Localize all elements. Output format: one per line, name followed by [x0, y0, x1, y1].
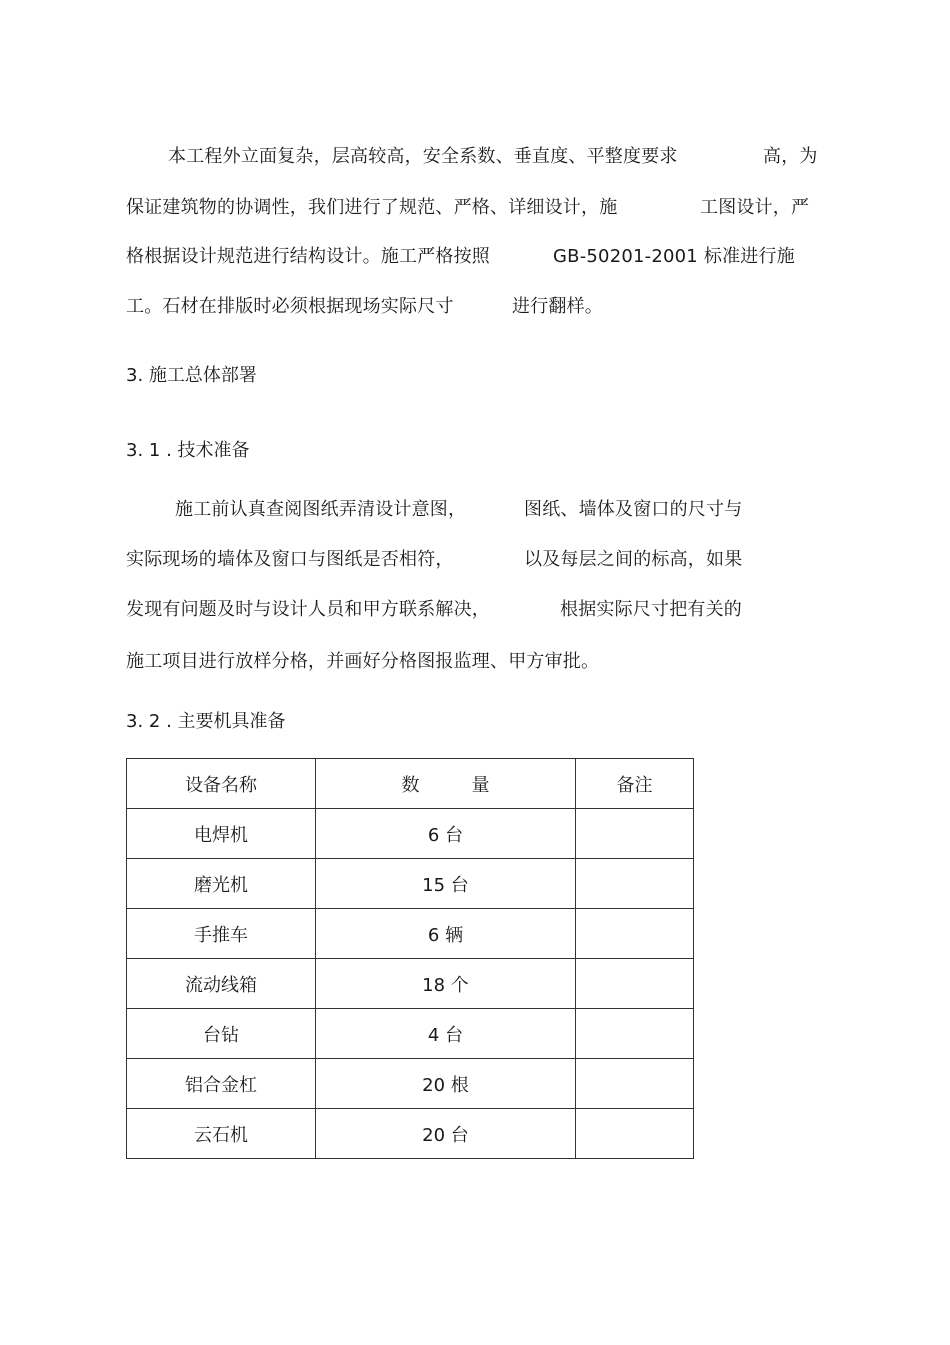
table-row: [127, 1109, 694, 1159]
section-3-heading: 3. 施工总体部署: [126, 365, 257, 386]
equipment-table: [126, 758, 694, 1159]
cell-quantity: 20 根: [316, 1059, 576, 1109]
cell-note: [576, 909, 694, 959]
cell-note: [576, 859, 694, 909]
section-3-1-line-2-text-a: 实际现场的墙体及窗口与图纸是否相符，: [126, 549, 454, 570]
cell-equipment-name: 电焊机: [127, 809, 316, 859]
cell-quantity: 15 台: [316, 859, 576, 909]
cell-quantity: 6 台: [316, 809, 576, 859]
cell-quantity: 18 个: [316, 959, 576, 1009]
cell-equipment-name: 台钻: [127, 1009, 316, 1059]
table-header-row: [127, 759, 694, 809]
para1-line-2-text-b: 工图设计，严: [700, 197, 810, 218]
para1-line-3-text-b: GB-50201-2001 标准进行施: [553, 246, 795, 267]
section-3-1-line-3-text-a: 发现有问题及时与设计人员和甲方联系解决，: [126, 599, 490, 620]
cell-note: [576, 1109, 694, 1159]
para1-line-1-text-b: 高，为: [763, 146, 818, 167]
section-3-1-heading: 3. 1 . 技术准备: [126, 440, 250, 461]
header-quantity: [316, 759, 576, 809]
cell-quantity: 20 台: [316, 1109, 576, 1159]
table-row: [127, 1059, 694, 1109]
cell-note: [576, 1059, 694, 1109]
cell-quantity: 6 辆: [316, 909, 576, 959]
para1-line-4: [126, 295, 826, 319]
section-3-1-line-2: [126, 548, 806, 572]
section-3-1-line-1-text-a: 施工前认真查阅图纸弄清设计意图，: [175, 499, 467, 520]
cell-equipment-name: 磨光机: [127, 859, 316, 909]
section-3-1-line-4: [126, 650, 806, 674]
table-row: [127, 809, 694, 859]
table-row: [127, 859, 694, 909]
para1-line-4-text-b: 进行翻样。: [512, 296, 603, 317]
para1-line-1: [168, 145, 828, 169]
section-3-1-line-4-text: 施工项目进行放样分格，并画好分格图报监理、甲方审批。: [126, 651, 600, 672]
cell-equipment-name: 手推车: [127, 909, 316, 959]
cell-note: [576, 959, 694, 1009]
cell-note: [576, 809, 694, 859]
section-3-1-line-1: [175, 498, 795, 522]
section-3-2-heading: 3. 2 . 主要机具准备: [126, 711, 286, 732]
section-3-1-line-3-text-b: 根据实际尺寸把有关的: [560, 599, 742, 620]
cell-equipment-name: 流动线箱: [127, 959, 316, 1009]
para1-line-2: [126, 196, 826, 220]
para1-line-3-text-a: 格根据设计规范进行结构设计。施工严格按照: [126, 246, 490, 267]
header-note: 备注: [576, 759, 694, 809]
cell-note: [576, 1009, 694, 1059]
table-row: [127, 1009, 694, 1059]
cell-equipment-name: 云石机: [127, 1109, 316, 1159]
table-row: [127, 909, 694, 959]
header-quantity-char-2: 量: [471, 774, 490, 796]
header-equipment-name: 设备名称: [127, 759, 316, 809]
cell-quantity: 4 台: [316, 1009, 576, 1059]
section-3-1-line-1-text-b: 图纸、墙体及窗口的尺寸与: [524, 499, 743, 520]
para1-line-1-text-a: 本工程外立面复杂，层高较高，安全系数、垂直度、平整度要求: [168, 146, 678, 167]
table-row: [127, 959, 694, 1009]
para1-line-4-text-a: 工。石材在排版时必须根据现场实际尺寸: [126, 296, 454, 317]
para1-line-2-text-a: 保证建筑物的协调性，我们进行了规范、严格、详细设计，施: [126, 197, 618, 218]
para1-line-3: [126, 245, 826, 269]
cell-equipment-name: 铝合金杠: [127, 1059, 316, 1109]
section-3-1-line-3: [126, 598, 806, 622]
header-quantity-char-1: 数: [401, 774, 420, 796]
section-3-1-line-2-text-b: 以及每层之间的标高，如果: [524, 549, 743, 570]
